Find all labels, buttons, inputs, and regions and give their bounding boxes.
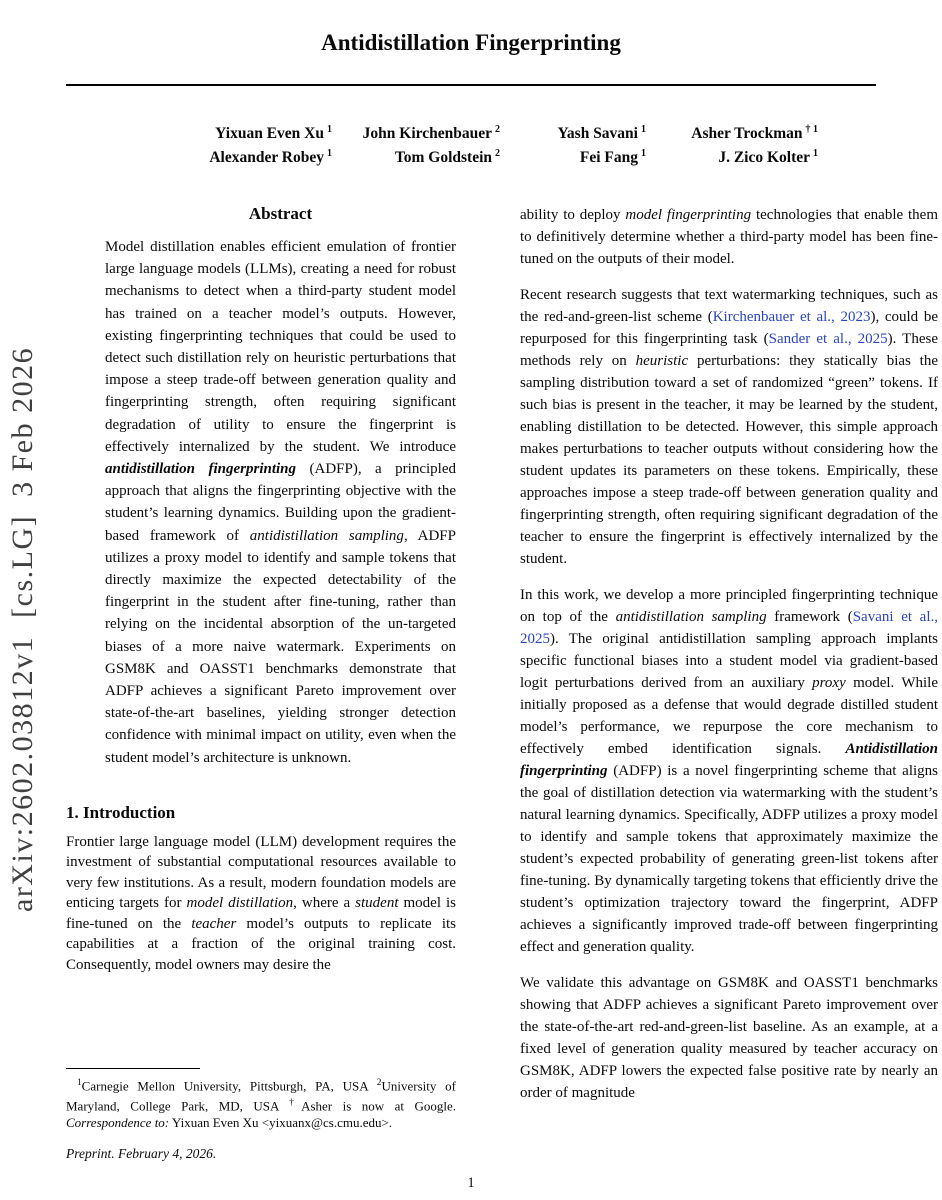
author xyxy=(500,124,646,143)
citation-link[interactable]: Savani et al., 2025 xyxy=(520,609,938,647)
author xyxy=(646,148,818,167)
author-name: Fei Fang xyxy=(579,149,638,167)
author-name: Yash Savani xyxy=(557,125,638,143)
abstract-text: Model distillation enables efficient emulation of frontier large language models (LLMs), creating a need for robust mechanisms to detect when a third-party student model has trained on a teacher model’s outputs. However, existing fingerprinting techniques that could be used to detect such distillation rely on heuristic perturbations that impose a steep trade-off between generation quality and fingerprinting strength, often requiring significant degradation of utility to ensure the fingerprint is effectively internalized by the student. We introduce antidistillation fingerprinting (ADFP), a principled approach that aligns the fingerprinting objective with the student’s learning dynamics. Building upon the gradient-based framework of antidistillation sampling, ADFP utilizes a proxy model to identify and sample tokens that directly maximize the expected detectability of the fingerprint in the student after fine-tuning, rather than relying on the incidental absorption of the un-targeted biases of a more naive watermark. Experiments on GSM8K and OASST1 benchmarks demonstrate that ADFP achieves a significant Pareto improvement over state-of-the-art baselines, yielding stronger detection confidence with minimal impact on utility, even when the student model’s architecture is unknown. xyxy=(105,239,456,766)
footnote-text: $^1$Carnegie Mellon University, Pittsburgh, PA, USA $^2$University of Maryland, College Park, MD, USA †Asher is now at Google. Correspondence to: Yixuan Even Xu <yixuanx@cs.cmu.edu>. xyxy=(66,1077,457,1131)
introduction-paragraph: Frontier large language model (LLM) development requires the investment of substantial computational resources available to very few institutions. As a result, modern foundation models are enticing targets for model distillation, where a student model is fine-tuned on the teacher model’s outputs to replicate its capabilities at a fraction of the original training cost. Consequently, model owners may desire the xyxy=(66,833,457,973)
right-column xyxy=(520,204,938,1118)
author-block xyxy=(120,124,818,167)
section-heading-introduction: 1. Introduction xyxy=(66,802,176,822)
author-affiliation-marker: 1 xyxy=(327,124,332,135)
author xyxy=(120,148,332,167)
abstract-heading: Abstract xyxy=(248,204,313,223)
author-name: Alexander Robey xyxy=(209,149,324,167)
author-name: Tom Goldstein xyxy=(394,149,492,167)
citation-link[interactable]: Sander et al., 2025 xyxy=(768,331,888,347)
author-affiliation-marker: † 1 xyxy=(805,124,818,135)
author-affiliation-marker: 2 xyxy=(495,124,500,135)
title-divider xyxy=(66,84,876,86)
author-name: Yixuan Even Xu xyxy=(215,125,324,143)
author xyxy=(332,124,500,143)
author xyxy=(332,148,500,167)
author xyxy=(500,148,646,167)
body-paragraph: Recent research suggests that text watermarking techniques, such as the red-and-green-list scheme (Kirchenbauer et al., 2023), could be repurposed for this fingerprinting task (Sander et al., 2025). These methods rely on heuristic perturbations: they statically bias the sampling distribution toward a set of randomized “green” tokens. If such bias is present in the teacher, it may be learned by the student, enabling distillation to be detected. However, this simple approach makes perturbations to teacher outputs without considering how the student updates its parameters on these tokens. Empirically, these approaches impose a steep trade-off between generation quality and fingerprinting strength, often requiring significant degradation of the teacher to ensure the fingerprint is effectively internalized by the student. xyxy=(520,287,939,567)
author-affiliation-marker: 1 xyxy=(641,124,646,135)
footnote-divider xyxy=(66,1068,200,1069)
left-column xyxy=(66,204,456,1162)
author-affiliation-marker: 2 xyxy=(495,148,500,160)
author-affiliation-marker: 1 xyxy=(641,148,646,160)
body-paragraph: ability to deploy model fingerprinting technologies that enable them to definitively determine whether a third-party model has been fine-tuned on the outputs of their model. xyxy=(520,207,938,267)
arxiv-watermark: arXiv:2602.03812v1 [cs.LG] 3 Feb 2026 xyxy=(6,346,39,912)
body-paragraph: In this work, we develop a more principled fingerprinting technique on top of the antidistillation sampling framework (Savani et al., 2025). The original antidistillation sampling approach implants specific functional biases into a student model via gradient-based logit perturbations derived from an auxiliary proxy model. While initially proposed as a defense that would degrade distilled student model’s performance, we repurpose the core mechanism to effectively embed identification signals. Antidistillation fingerprinting (ADFP) is a novel fingerprinting scheme that aligns the goal of distillation detection via watermarking with the student’s natural learning dynamics. Specifically, ADFP utilizes a proxy model to identify and sample tokens that approximately maximize the student’s expected probability of generating green-list tokens after fine-tuning. By dynamically targeting tokens that efficiently drive the student’s optimization trajectory toward the fingerprint, ADFP achieves a significantly improved trade-off between fingerprinting effect and generation quality. xyxy=(520,587,938,955)
paper-title: Antidistillation Fingerprinting xyxy=(321,30,621,55)
citation-link[interactable]: Kirchenbauer et al., 2023 xyxy=(712,309,871,325)
author-name: Asher Trockman xyxy=(691,125,803,143)
author-name: J. Zico Kolter xyxy=(718,149,810,167)
author-name: John Kirchenbauer xyxy=(362,125,492,143)
body-paragraph: We validate this advantage on GSM8K and OASST1 benchmarks showing that ADFP achieves a significant Pareto improvement over the state-of-the-art red-and-green-list baseline. As an example, at a fixed level of generation quality measured by teacher accuracy on GSM8K, ADFP lowers the expected false positive rate by nearly an order of magnitude xyxy=(520,975,938,1101)
page-number: 1 xyxy=(467,1175,475,1191)
author-affiliation-marker: 1 xyxy=(813,148,818,160)
author xyxy=(646,124,818,143)
author-affiliation-marker: 1 xyxy=(327,148,332,160)
preprint-note: Preprint. February 4, 2026. xyxy=(66,1146,217,1161)
author xyxy=(120,124,332,143)
